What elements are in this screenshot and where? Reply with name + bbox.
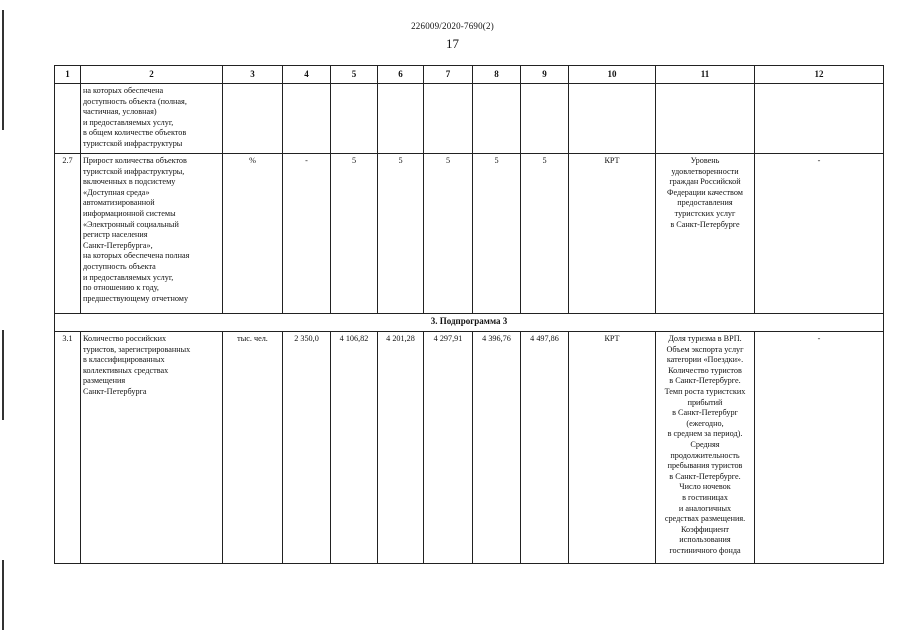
value-cell: 5 [521, 154, 569, 314]
column-header: 4 [283, 66, 331, 84]
table-row-continuation [55, 84, 884, 154]
note-cell [755, 84, 884, 154]
value-cell: 4 201,28 [378, 332, 424, 564]
value-cell [473, 84, 521, 154]
value-cell: 4 297,91 [424, 332, 473, 564]
value-cell [521, 84, 569, 154]
unit-cell: % [223, 154, 283, 314]
column-header: 7 [424, 66, 473, 84]
value-cell: 4 497,86 [521, 332, 569, 564]
column-header: 6 [378, 66, 424, 84]
section-title: 3. Подпрограмма 3 [55, 314, 884, 332]
column-header: 10 [569, 66, 656, 84]
note-cell: - [755, 154, 884, 314]
column-header: 11 [656, 66, 755, 84]
indicators-table [54, 65, 884, 564]
column-header: 12 [755, 66, 884, 84]
value-cell: - [283, 154, 331, 314]
table-row-2-7 [55, 154, 884, 314]
document-code: 226009/2020-7690(2) [411, 21, 494, 31]
note-cell: - [755, 332, 884, 564]
value-cell [283, 84, 331, 154]
value-cell: 5 [424, 154, 473, 314]
program-indicator-cell [656, 84, 755, 154]
value-cell: 2 350,0 [283, 332, 331, 564]
page-number: 17 [446, 36, 459, 51]
value-cell: 5 [378, 154, 424, 314]
column-number-row [55, 66, 884, 84]
column-header: 3 [223, 66, 283, 84]
value-cell [378, 84, 424, 154]
value-cell: 4 106,82 [331, 332, 378, 564]
value-cell: 4 396,76 [473, 332, 521, 564]
column-header: 2 [81, 66, 223, 84]
value-cell: 5 [473, 154, 521, 314]
program-indicator-cell: Уровень удовлетворенности граждан Российской Федерации качеством предоставления туристских услуг в Санкт-Петербурге [656, 154, 755, 314]
indicator-name-cell: на которых обеспечена доступность объекта (полная, частичная, условная) и предоставляемых услуг, в общем количестве объектов туристской инфраструктуры [81, 84, 223, 154]
source-cell [569, 84, 656, 154]
value-cell [424, 84, 473, 154]
section-row [55, 314, 884, 332]
value-cell: 5 [331, 154, 378, 314]
column-header: 8 [473, 66, 521, 84]
table-row-3-1 [55, 332, 884, 564]
row-number-cell [55, 84, 81, 154]
indicator-name-cell: Прирост количества объектов туристской инфраструктуры, включенных в подсистему «Доступная среда» автоматизированной информационной системы «Электронный социальный регистр населения Санкт-Петербурга», на которых обеспечена полная доступность объекта и предоставляемых услуг, по отношению к году, предшествующему отчетному [81, 154, 223, 314]
value-cell [331, 84, 378, 154]
row-number-cell: 2.7 [55, 154, 81, 314]
source-cell: КРТ [569, 154, 656, 314]
unit-cell: тыс. чел. [223, 332, 283, 564]
indicator-name-cell: Количество российских туристов, зарегистрированных в классифицированных коллективных средствах размещения Санкт-Петербурга [81, 332, 223, 564]
column-header: 9 [521, 66, 569, 84]
unit-cell [223, 84, 283, 154]
program-indicator-cell: Доля туризма в ВРП. Объем экспорта услуг категории «Поездки». Количество туристов в Санкт-Петербурге. Темп роста туристских прибытий в Санкт-Петербург (ежегодно, в среднем за период). Средняя продолжительность пребывания туристов в Санкт-Петербурге. Число ночевок в гостиницах и аналогичных средствах размещения. Коэффициент использования гостиничного фонда [656, 332, 755, 564]
scan-edge-mark-mid [2, 330, 4, 420]
column-header: 1 [55, 66, 81, 84]
row-number-cell: 3.1 [55, 332, 81, 564]
source-cell: КРТ [569, 332, 656, 564]
column-header: 5 [331, 66, 378, 84]
scan-edge-mark-bottom [2, 560, 4, 630]
